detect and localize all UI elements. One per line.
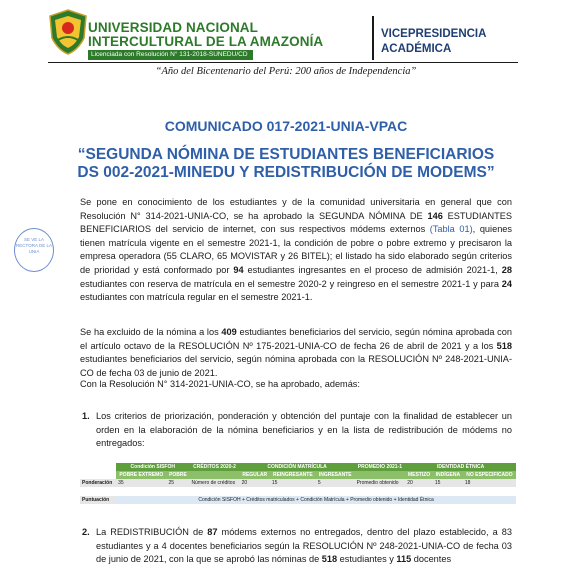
text-span: ESTUDIANTES BENEFICIARIOS del servicio de internet, con sus respectivos módems externos [80, 210, 512, 235]
list-item-text: Los criterios de priorización, ponderación y obtención del puntaje con la finalidad de establecer un orden en la elaboración de la nómina beneficiarios y en la lista de redistribución de módems no entregados: [96, 411, 512, 449]
text-span: módems externos no entregados, dentro del plazo establecido, a 83 estudiantes y a 4 docentes beneficiarios según la RESOLUCIÓN Nº 248-2021-UNIA-CO de fecha 03 de junio de 2021, con la que se aprobó las nóminas de [96, 527, 512, 565]
list-item [82, 526, 512, 567]
table-cell [80, 471, 116, 479]
communique-title-line2: DS 002-2021-MINEDU Y REDISTRIBUCIÓN DE MODEMS” [77, 164, 495, 181]
table-subheader [189, 471, 239, 479]
table-subheader: MESTIZO [405, 471, 433, 479]
text-span: estudiantes beneficiarios del servicio, según nómina aprobada con la RESOLUCIÓN Nº 248-2021-UNIA-CO de fecha 03 de junio de 2021. [80, 354, 512, 378]
office-name-line1: VICEPRESIDENCIA [381, 28, 487, 40]
university-name-line2: INTERCULTURAL DE LA AMAZONÍA [88, 34, 324, 49]
table-cell: 25 [168, 480, 175, 486]
text-span: La REDISTRIBUCIÓN de [96, 527, 208, 537]
paragraph-intro-list: Con la Resolución N° 314-2021-UNIA-CO, se ha aprobado, además: [80, 379, 360, 389]
score-formula: Condición SISFOH + Créditos matriculados + Condición Matrícula + Promedio obtenido + Identidad Étnica [116, 496, 516, 504]
table-header: Condición SISFOH [116, 463, 189, 471]
table-row [80, 487, 516, 496]
table-header: IDENTIDAD ÉTNICA [405, 463, 516, 471]
list-item [82, 410, 512, 451]
text-span: estudiantes beneficiarios del servicio, según nómina aprobada con el artículo octavo de la RESOLUCIÓN Nº 175-2021-UNIA-CO de fecha 26 de abril de 2021 y a los [80, 327, 512, 351]
count-highlight: 146 [427, 210, 443, 221]
table-header: PROMEDIO 2021-1 [355, 463, 406, 471]
table-cell [80, 487, 516, 496]
count-highlight: 24 [501, 278, 512, 289]
table-row-label: Puntuación [82, 497, 110, 503]
table-header: CRÉDITOS 2020-2 [189, 463, 239, 471]
table-cell: 18 [464, 480, 471, 486]
table-subheader: INDÍGENA [433, 471, 463, 479]
table-subheader: NO ESPECIFICADO [463, 471, 516, 479]
table-subheader: POBRE [167, 471, 190, 479]
table-row [80, 496, 516, 504]
text-span: docentes [411, 554, 452, 565]
table-header: CONDICIÓN MATRÍCULA [240, 463, 355, 471]
official-stamp [14, 228, 54, 272]
text-span: estudiantes ingresantes en el proceso de admisión 2021-1, [243, 264, 502, 275]
table-row [80, 463, 516, 471]
text-span: Se ha excluido de la nómina a los [80, 327, 222, 337]
table-cell: 20 [241, 480, 248, 486]
criteria-table [80, 463, 516, 504]
office-name-line2: ACADÉMICA [381, 43, 452, 55]
table-subheader [355, 471, 406, 479]
year-motto: “Año del Bicentenario del Perú: 200 años de Independencia” [155, 66, 417, 77]
count-highlight: 28 [501, 264, 512, 275]
text-span: estudiantes con matrícula regular en el semestre 2021-1. [80, 292, 313, 303]
table-cell: Número de créditos [191, 480, 236, 486]
count-highlight: 518 [321, 554, 338, 565]
table-row [80, 479, 516, 487]
table-cell: 20 [407, 480, 413, 486]
count-highlight: 87 [207, 527, 218, 537]
count-highlight: 518 [496, 340, 512, 351]
table-subheader: POBRE EXTREMO [116, 471, 166, 479]
table-cell: 35 [118, 480, 124, 486]
list-item-number: 2. [82, 527, 90, 537]
stamp-text: SE VE LA RECTORA DE LA UNIA [16, 237, 52, 254]
letterhead [0, 0, 572, 78]
university-name-line1: UNIVERSIDAD NACIONAL [88, 20, 259, 35]
license-banner: Licenciada con Resolución N° 131-2018-SUNEDU/CD [88, 50, 253, 60]
text-span: Se pone en conocimiento de los estudiantes y de la comunidad universitaria en general que con Resolución N° 314-2021-UNIA-CO, se ha aprobado la SEGUNDA NÓMINA DE [80, 197, 512, 221]
table-cell: 15 [434, 480, 441, 486]
table-reference-link[interactable]: (Tabla 01) [429, 224, 473, 235]
count-highlight: 94 [233, 264, 244, 275]
text-span: estudiantes con reserva de matrícula en el semestre 2020-2 y reingreso en el semestre 2021-1 y para [80, 278, 502, 289]
count-highlight: 115 [396, 554, 412, 565]
table-cell: Promedio obtenido [356, 480, 399, 486]
table-subheader: REINGRESANTE [270, 471, 316, 479]
paragraph-exclusion [80, 326, 512, 380]
paragraph-nomina [80, 196, 512, 305]
table-row [80, 471, 516, 479]
table-row-label: Ponderación [82, 480, 113, 486]
table-subheader: INGRESANTE [316, 471, 355, 479]
university-crest-icon [48, 8, 88, 56]
table-cell: 5 [317, 480, 321, 486]
header-rule [48, 62, 518, 63]
text-span: estudiantes y [337, 554, 397, 565]
text-span: , quienes tienen matrícula vigente en el semestre 2021-1, la condición de pobre o pobre extremo y precisaron la empresa operadora (55 CLARO, 65 MOVISTAR y 26 BITEL); el listado ha sido elaborado según criterios de prioridad y está conformado por [80, 224, 513, 275]
communique-number: COMUNICADO 017-2021-UNIA-VPAC [164, 118, 408, 134]
count-highlight: 409 [221, 327, 237, 337]
list-item-number: 1. [82, 411, 90, 421]
header-divider [372, 16, 374, 60]
table-subheader: REGULAR [240, 471, 270, 479]
table-cell [80, 463, 116, 471]
communique-title-line1: “SEGUNDA NÓMINA DE ESTUDIANTES BENEFICIARIOS [77, 146, 495, 163]
table-cell: 15 [271, 480, 278, 486]
